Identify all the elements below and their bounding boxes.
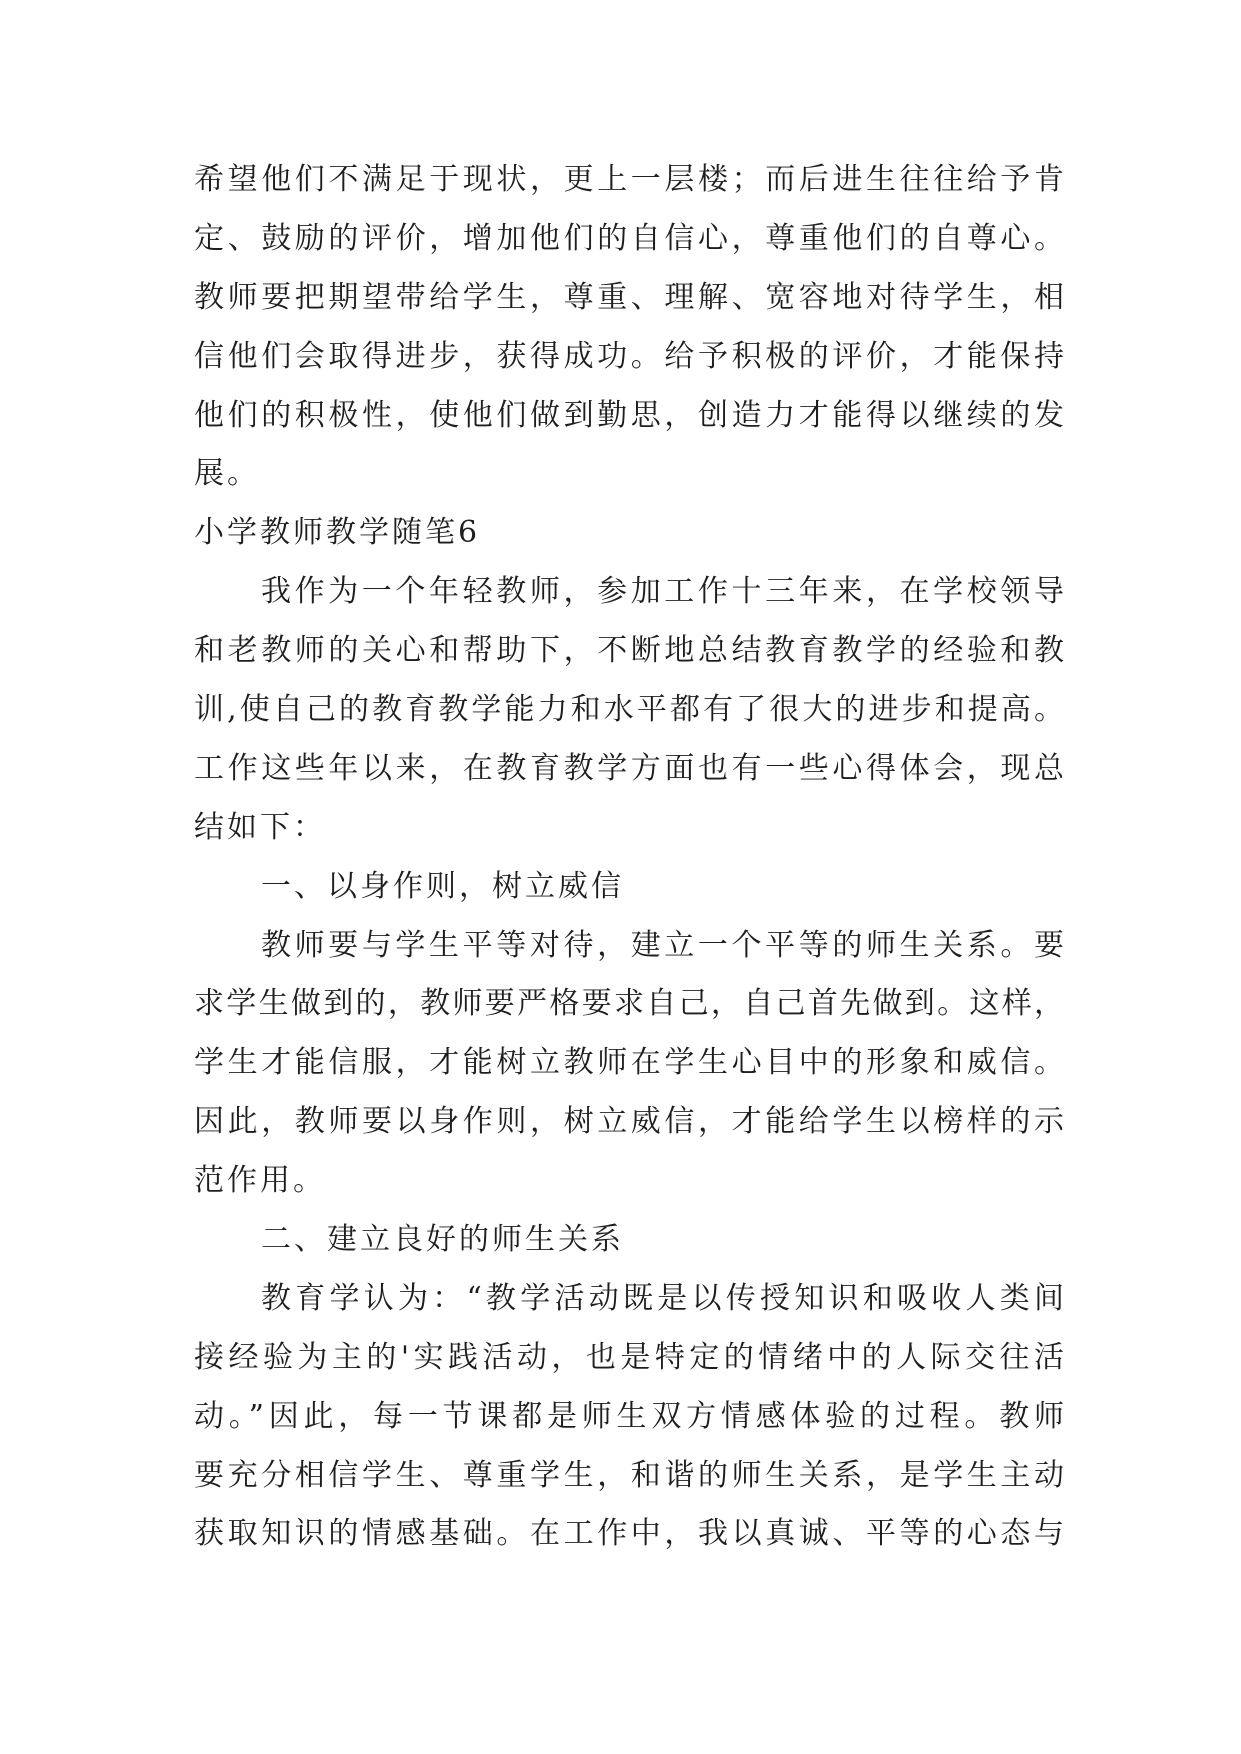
point1-paragraph bbox=[194, 917, 1066, 1211]
text-line: 接经验为主的'实践活动，也是特定的情绪中的人际交往活 bbox=[194, 1339, 1066, 1375]
text-line: 工作这些年以来，在教育教学方面也有一些心得体会，现总 bbox=[194, 750, 1066, 786]
point2-paragraph bbox=[194, 1270, 1066, 1564]
document-body bbox=[194, 151, 1066, 1564]
text-line: 展。 bbox=[194, 456, 260, 492]
text-line: 信他们会取得进步，获得成功。给予积极的评价，才能保持 bbox=[194, 338, 1066, 374]
text-line: 动。”因此，每一节课都是师生双方情感体验的过程。教师 bbox=[194, 1398, 1066, 1434]
intro-paragraph bbox=[194, 563, 1066, 857]
text-line: 获取知识的情感基础。在工作中，我以真诚、平等的心态与 bbox=[194, 1516, 1066, 1552]
text-line: 教师要把期望带给学生，尊重、理解、宽容地对待学生，相 bbox=[194, 279, 1066, 315]
text-line: 学生才能信服，才能树立教师在学生心目中的形象和威信。 bbox=[194, 1045, 1066, 1081]
text-line: 他们的积极性，使他们做到勤思，创造力才能得以继续的发 bbox=[194, 397, 1066, 433]
continuation-paragraph bbox=[194, 151, 1066, 504]
point1-heading: 一、以身作则，树立威信 bbox=[261, 868, 624, 904]
text-line: 教育学认为：“教学活动既是以传授知识和吸收人类间 bbox=[261, 1280, 1066, 1316]
text-line: 教师要与学生平等对待，建立一个平等的师生关系。要 bbox=[261, 927, 1066, 963]
text-line: 训,使自己的教育教学能力和水平都有了很大的进步和提高。 bbox=[194, 692, 1066, 728]
text-line: 要充分相信学生、尊重学生，和谐的师生关系，是学生主动 bbox=[194, 1457, 1066, 1493]
text-line: 范作用。 bbox=[194, 1163, 326, 1199]
text-line: 希望他们不满足于现状，更上一层楼；而后进生往往给予肯 bbox=[194, 162, 1066, 197]
text-line: 和老教师的关心和帮助下，不断地总结教育教学的经验和教 bbox=[194, 633, 1066, 669]
point2-heading: 二、建立良好的师生关系 bbox=[261, 1222, 624, 1258]
text-line: 求学生做到的，教师要严格要求自己，自己首先做到。这样， bbox=[194, 986, 1066, 1022]
text-line: 因此，教师要以身作则，树立威信，才能给学生以榜样的示 bbox=[194, 1104, 1066, 1140]
text-line: 定、鼓励的评价，增加他们的自信心，尊重他们的自尊心。 bbox=[194, 220, 1066, 256]
text-line: 结如下： bbox=[194, 809, 326, 845]
section-heading: 小学教师教学随笔6 bbox=[194, 515, 481, 551]
text-line: 我作为一个年轻教师，参加工作十三年来，在学校领导 bbox=[261, 574, 1066, 610]
